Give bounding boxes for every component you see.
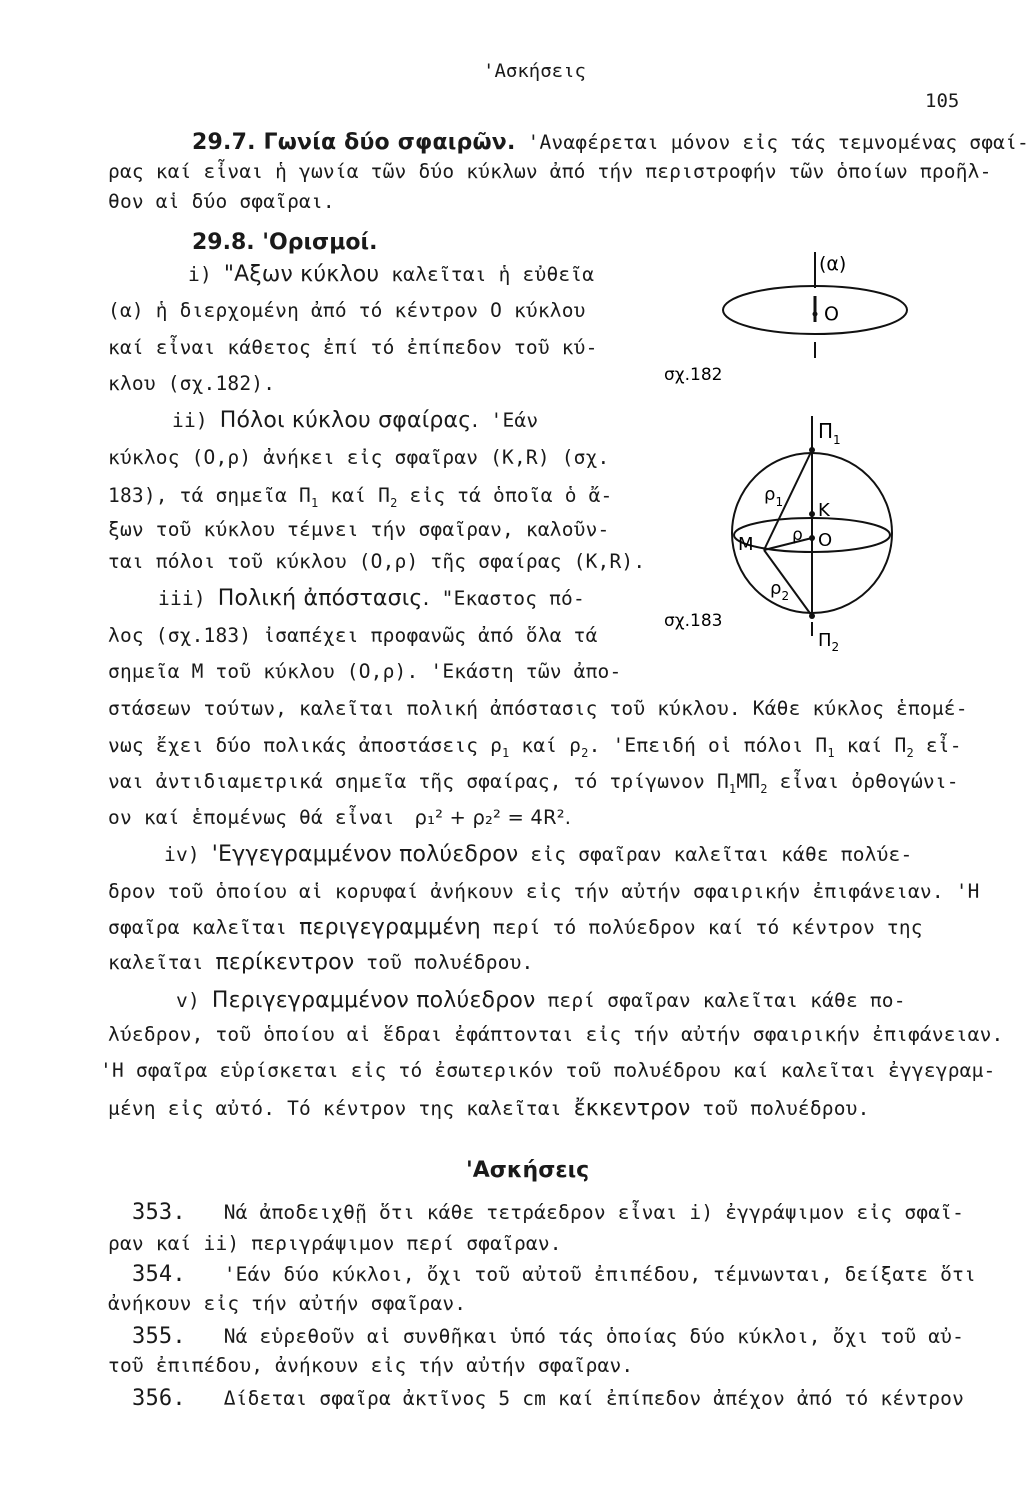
def-v-line4 bbox=[108, 1096, 870, 1121]
point-M-label: Μ bbox=[738, 534, 754, 555]
def-i-term: "Αξων κύκλου bbox=[223, 262, 380, 287]
rho1-sub: 1 bbox=[775, 495, 784, 509]
rho-segment bbox=[764, 538, 812, 550]
def-iv-line4-b: τοῦ πολυέδρου. bbox=[366, 951, 534, 974]
def-i-label: i) bbox=[188, 263, 212, 286]
def-iv-line3-b: περί τό πολύεδρον καί τό κέντρον της bbox=[492, 916, 923, 939]
def-v-text: περί σφαῖραν καλεῖται κάθε πο- bbox=[547, 989, 906, 1012]
def-v-line4-b: τοῦ πολυέδρου. bbox=[702, 1097, 870, 1120]
def-iv-line1 bbox=[164, 842, 912, 867]
section-29-7-line3: θον αἱ δύο σφαῖραι. bbox=[108, 190, 335, 213]
def-iv-line4-a: καλεῖται bbox=[108, 951, 204, 974]
def-iv-text: εἰς σφαῖραν καλεῖται κάθε πολύε- bbox=[530, 843, 913, 866]
rho-label: ρ bbox=[792, 525, 803, 545]
exercise-356-line1 bbox=[132, 1386, 964, 1411]
exercise-number: 356. bbox=[132, 1386, 186, 1411]
section-29-7-line2: ρας καί εἶναι ἡ γωνία τῶν δύο κύκλων ἀπό τήν περιστροφήν τῶν ὁποίων προῆλ- bbox=[108, 160, 992, 183]
center-point bbox=[813, 312, 818, 317]
def-ii-line1 bbox=[172, 408, 538, 433]
page-number: 105 bbox=[925, 90, 960, 112]
center-K-label: Κ bbox=[818, 500, 830, 521]
def-iii-line4: στάσεων τούτων, καλεῖται πολική ἀπόστασις τοῦ κύκλου. Κάθε κύκλος ἑπομέ- bbox=[108, 697, 968, 720]
section-29-7-text: 'Αναφέρεται μόνον εἰς τάς τεμνομένας σφαί- bbox=[527, 131, 1029, 154]
def-iii-line6 bbox=[108, 770, 959, 796]
exercise-number: 353. bbox=[132, 1200, 186, 1225]
def-iii-line7-a: ον καί ἑπομένως θά εἶναι bbox=[108, 806, 395, 829]
center-label: Ο bbox=[824, 303, 839, 325]
def-iii-line5-a: νως ἔχει δύο πολικάς ἀποστάσεις ρ bbox=[108, 734, 503, 757]
pole2-sub: 2 bbox=[831, 640, 840, 654]
def-ii-line3-b: καί Π bbox=[330, 484, 391, 507]
def-iii-line5-b: καί ρ bbox=[521, 734, 582, 757]
exercise-number: 355. bbox=[132, 1324, 186, 1349]
def-ii-label: ii) bbox=[172, 409, 208, 432]
sub-one: 1 bbox=[310, 495, 319, 510]
center-O-label: Ο bbox=[818, 530, 833, 551]
exercise-text: Δίδεται σφαῖρα ἀκτῖνος 5 cm καί ἐπίπεδον ἀπέχον ἀπό τό κέντρον bbox=[223, 1387, 965, 1410]
def-iii-label: iii) bbox=[158, 587, 206, 610]
figure-182 bbox=[664, 240, 930, 400]
def-i-line1 bbox=[188, 262, 594, 287]
pole1-letter: Π bbox=[818, 419, 834, 443]
rho1-label bbox=[764, 484, 783, 509]
def-ii-line3-c: εἰς τά ὁποῖα ὁ ἄ- bbox=[409, 484, 613, 507]
rho2-sub: 2 bbox=[781, 589, 790, 603]
def-iv-term-circumscribed: περιγεγραμμένη bbox=[299, 915, 481, 940]
exercise-354-line1 bbox=[132, 1262, 976, 1287]
def-v-line4-a: μένη εἰς αὐτό. Τό κέντρον της καλεῖται bbox=[108, 1097, 562, 1120]
figure-183-caption: σχ.183 bbox=[664, 611, 723, 631]
exercises-heading: 'Ασκήσεις bbox=[466, 1158, 590, 1183]
pole1-point bbox=[809, 447, 815, 453]
def-i-text: καλεῖται ἡ εὐθεῖα bbox=[391, 263, 595, 286]
def-iii-line6-a: ναι ἀντιδιαμετρικά σημεῖα τῆς σφαίρας, τό τρίγωνον Π bbox=[108, 770, 729, 793]
def-v-line1 bbox=[176, 988, 906, 1013]
def-iv-line4 bbox=[108, 950, 533, 975]
pole1-label bbox=[818, 419, 841, 447]
polar-formula: ρ₁² + ρ₂² = 4R². bbox=[414, 806, 572, 829]
exercise-353-line1 bbox=[132, 1200, 964, 1225]
pole2-letter: Π bbox=[818, 630, 832, 651]
def-ii-line2: κύκλος (Ο,ρ) ἀνήκει εἰς σφαῖραν (Κ,R) (σχ. bbox=[108, 446, 610, 469]
pole1-sub: 1 bbox=[833, 433, 841, 447]
center-O-point bbox=[809, 535, 815, 541]
def-v-line3: 'Η σφαῖρα εὑρίσκεται εἰς τό ἐσωτερικόν τοῦ πολυέδρου καί καλεῖται ἐγγεγραμ- bbox=[100, 1059, 996, 1082]
def-ii-term: Πόλοι κύκλου σφαίρας. bbox=[219, 408, 479, 433]
sub-one: 1 bbox=[827, 745, 835, 760]
def-iv-label: iv) bbox=[164, 843, 200, 866]
sub-two: 2 bbox=[906, 745, 914, 760]
def-iii-line7 bbox=[108, 806, 571, 829]
figure-183 bbox=[640, 410, 900, 660]
sub-two: 2 bbox=[581, 745, 589, 760]
def-iii-line5 bbox=[108, 734, 962, 760]
pole2-point bbox=[809, 613, 815, 619]
pole2-label bbox=[818, 630, 839, 654]
sub-two: 2 bbox=[760, 781, 768, 796]
def-iv-term: 'Εγγεγραμμένον πολύεδρον bbox=[211, 842, 519, 867]
def-iv-term-circumcenter: περίκεντρον bbox=[215, 950, 355, 975]
def-iii-line6-c: εἶναι ὀρθογώνι- bbox=[779, 770, 959, 793]
running-title: 'Ασκήσεις bbox=[483, 60, 586, 82]
def-iv-line3 bbox=[108, 915, 923, 940]
section-29-8-heading: 29.8. 'Ορισμοί. bbox=[192, 230, 378, 255]
exercise-text: Νά ἀποδειχθῇ ὅτι κάθε τετράεδρον εἶναι i) ἐγγράψιμον εἰς σφαῖ- bbox=[223, 1201, 965, 1224]
exercise-text: Νά εὑρεθοῦν αἱ συνθῆκαι ὑπό τάς ὁποίας δύο κύκλοι, ὄχι τοῦ αὐ- bbox=[223, 1325, 965, 1348]
def-iii-text: "Εκαστος πό- bbox=[441, 587, 585, 610]
def-iii-line6-b: ΜΠ bbox=[736, 770, 761, 793]
rho1-letter: ρ bbox=[764, 484, 776, 505]
section-29-7-heading: 29.7. Γωνία δύο σφαιρῶν. bbox=[192, 130, 516, 155]
section-29-7-line1 bbox=[192, 130, 1029, 155]
def-i-line2: (α) ἡ διερχομένη ἀπό τό κέντρον Ο κύκλου bbox=[108, 299, 586, 322]
exercise-353-line2: ραν καί ii) περιγράψιμον περί σφαῖραν. bbox=[108, 1232, 562, 1255]
axis-label: (α) bbox=[819, 253, 847, 275]
figure-182-caption: σχ.182 bbox=[664, 365, 723, 385]
sub-one: 1 bbox=[502, 745, 510, 760]
def-ii-line3-a: 183), τά σημεῖα Π bbox=[108, 484, 311, 507]
def-iii-term: Πολική ἀπόστασις. bbox=[217, 586, 430, 611]
def-iii-line1 bbox=[158, 586, 585, 611]
rho2-letter: ρ bbox=[770, 578, 782, 599]
def-iii-line3: σημεῖα Μ τοῦ κύκλου (Ο,ρ). 'Εκάστη τῶν ἀπο- bbox=[108, 660, 622, 683]
def-iii-line5-e: εἶ- bbox=[925, 734, 962, 757]
def-ii-text: 'Εάν bbox=[490, 409, 539, 432]
exercise-text: 'Εάν δύο κύκλοι, ὄχι τοῦ αὐτοῦ ἐπιπέδου, τέμνωνται, δείξατε ὅτι bbox=[223, 1263, 976, 1286]
def-v-line2: λύεδρον, τοῦ ὁποίου αἱ ἕδραι ἐφάπτονται εἰς τήν αὐτήν σφαιρικήν ἐπιφάνειαν. bbox=[108, 1023, 1004, 1046]
exercise-number: 354. bbox=[132, 1262, 186, 1287]
sub-one: 1 bbox=[728, 781, 737, 796]
def-v-label: v) bbox=[176, 989, 200, 1012]
center-K-point bbox=[809, 511, 815, 517]
def-ii-line4: ξων τοῦ κύκλου τέμνει τήν σφαῖραν, καλοῦν- bbox=[108, 518, 610, 541]
sub-two: 2 bbox=[390, 495, 398, 510]
def-v-term-incenter: ἔκκεντρον bbox=[573, 1096, 691, 1121]
def-i-line4: κλου (σχ.182). bbox=[108, 372, 276, 395]
def-iii-line2: λος (σχ.183) ἰσαπέχει προφανῶς ἀπό ὅλα τά bbox=[108, 624, 598, 647]
exercise-355-line1 bbox=[132, 1324, 964, 1349]
exercise-354-line2: ἀνήκουν εἰς τήν αὐτήν σφαῖραν. bbox=[108, 1292, 467, 1315]
def-ii-line3 bbox=[108, 484, 612, 510]
exercise-355-line2: τοῦ ἐπιπέδου, ἀνήκουν εἰς τήν αὐτήν σφαῖραν. bbox=[108, 1354, 634, 1377]
def-iv-line2: δρον τοῦ ὁποίου αἱ κορυφαί ἀνήκουν εἰς τήν αὐτήν σφαιρικήν ἐπιφάνειαν. 'Η bbox=[108, 880, 980, 903]
def-v-term: Περιγεγραμμένον πολύεδρον bbox=[211, 988, 536, 1013]
def-i-line3: καί εἶναι κάθετος ἐπί τό ἐπίπεδον τοῦ κύ- bbox=[108, 336, 598, 359]
def-iii-line5-d: καί Π bbox=[846, 734, 907, 757]
def-ii-line5: ται πόλοι τοῦ κύκλου (Ο,ρ) τῆς σφαίρας (Κ,R). bbox=[108, 550, 646, 573]
def-iv-line3-a: σφαῖρα καλεῖται bbox=[108, 916, 288, 939]
def-iii-line5-c: . 'Επειδή οἱ πόλοι Π bbox=[588, 734, 828, 757]
